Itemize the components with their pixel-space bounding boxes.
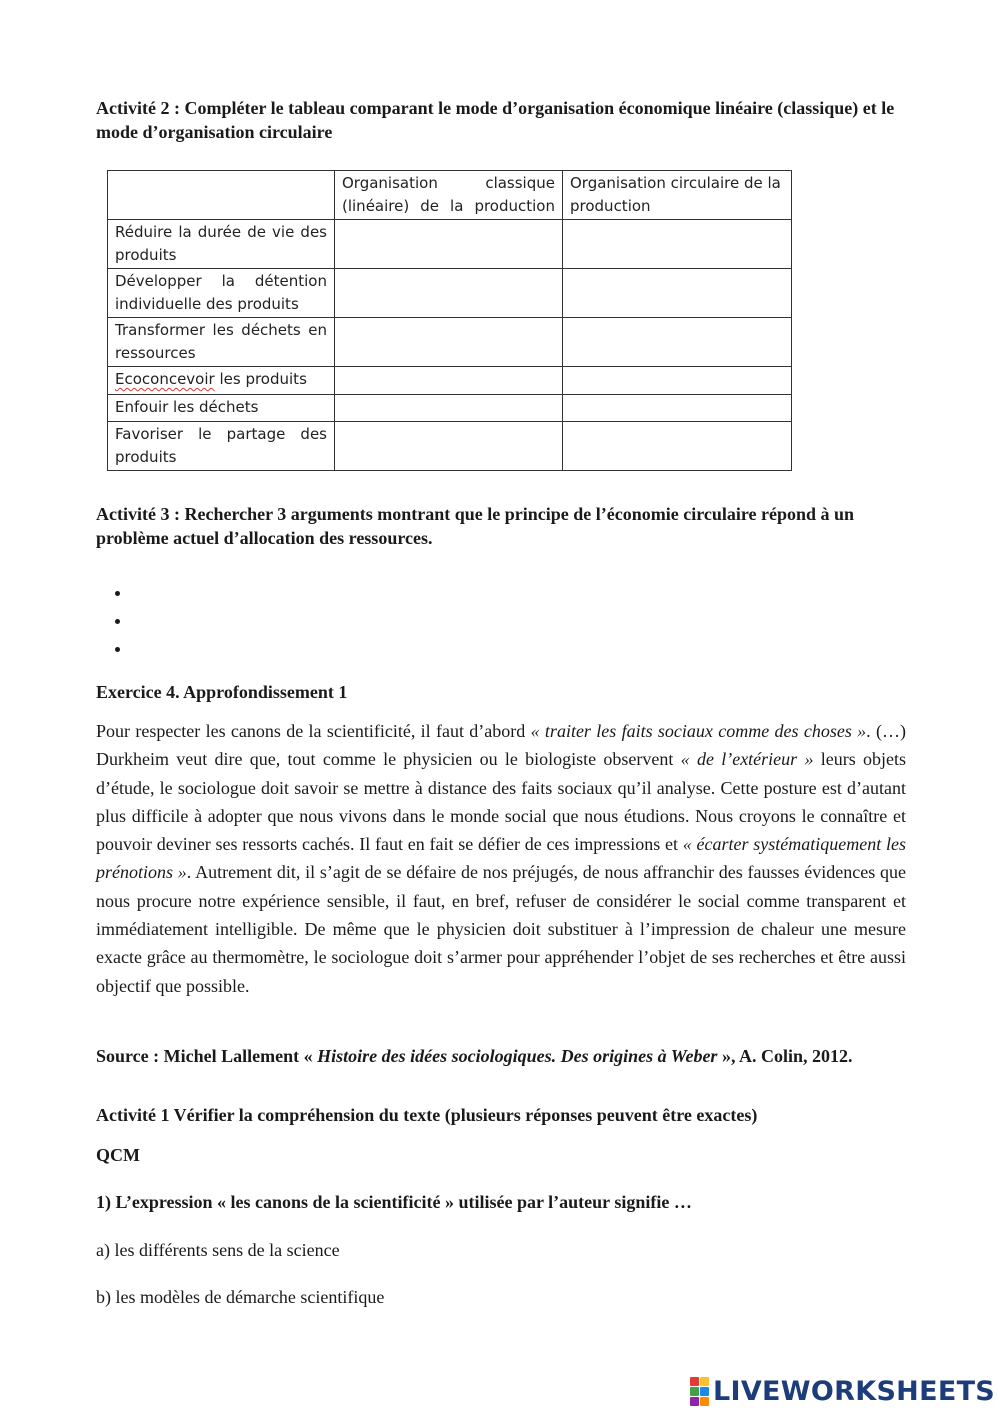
row-label: Enfouir les déchets <box>108 395 335 422</box>
column-header-linear-line <box>342 172 555 218</box>
answer-cell[interactable] <box>335 367 563 395</box>
quote: « traiter les faits sociaux comme des choses » <box>530 721 867 741</box>
text-segment: . Autrement dit, il s’agit de se défaire de nos préjugés, de nous affranchir des fausses évidences que nous procure notre expérience sensible, il faut, en bref, refuser de considérer le social comme transparent et immédiatement intelligible. De même que le physicien doit substituer à l’impression de chaleur une mesure exacte grâce au thermomètre, le sociologue doit s’armer pour appréhender l’objet de ses recherches et être aussi objectif que possible. <box>96 862 906 996</box>
logo-text: LIVEWORKSHEETS <box>713 1375 996 1407</box>
answer-cell[interactable] <box>563 367 792 395</box>
row-label-rest: les produits <box>214 370 307 388</box>
qcm-label: QCM <box>96 1145 140 1165</box>
exercise4-heading: Exercice 4. Approfondissement 1 <box>96 682 348 702</box>
row-label: Développer la détention individuelle des produits <box>108 269 335 318</box>
answer-cell[interactable] <box>335 318 563 367</box>
answer-cell[interactable] <box>563 395 792 422</box>
table-corner-cell <box>108 171 335 220</box>
row-label: Réduire la durée de vie des produits <box>108 220 335 269</box>
logo-mark-icon <box>690 1377 709 1406</box>
source-prefix: Source : Michel Lallement « <box>96 1046 318 1066</box>
logo-square <box>700 1377 709 1386</box>
answer-cell[interactable] <box>563 269 792 318</box>
row-label <box>108 367 335 395</box>
source-citation <box>96 1044 906 1068</box>
answer-cell[interactable] <box>335 422 563 471</box>
text-segment: . (…) Durkheim veut dire que, tout comme le physicien ou le biologiste observent <box>96 721 906 770</box>
activity2-heading: Activité 2 : Compléter le tableau comparant le mode d’organisation économique linéaire (classique) et le mode d’organisation circulaire <box>96 98 895 142</box>
spellcheck-word: Ecoconcevoir <box>115 370 215 388</box>
logo-square <box>690 1377 699 1386</box>
option-b[interactable]: b) les modèles de démarche scientifique <box>96 1287 385 1307</box>
argument-list <box>96 578 132 662</box>
durkheim-paragraph <box>96 717 906 1000</box>
answer-cell[interactable] <box>563 318 792 367</box>
question-1: 1) L’expression « les canons de la scientificité » utilisée par l’auteur signifie … <box>96 1192 692 1212</box>
activity3-heading: Activité 3 : Rechercher 3 arguments montrant que le principe de l’économie circulaire répond à un problème actuel d’allocation des ressources. <box>96 504 855 548</box>
logo-square <box>690 1397 699 1406</box>
logo-square <box>690 1387 699 1396</box>
column-header-circular: Organisation circulaire de la production <box>563 171 792 220</box>
activity1-heading: Activité 1 Vérifier la compréhension du texte (plusieurs réponses peuvent être exactes) <box>96 1105 758 1125</box>
answer-cell[interactable] <box>335 220 563 269</box>
answer-cell[interactable] <box>335 269 563 318</box>
column-header-linear-text: Organisation classique (linéaire) de la production <box>342 174 555 215</box>
quote: « de l’extérieur » <box>680 749 814 770</box>
logo-square <box>700 1397 709 1406</box>
option-a[interactable]: a) les différents sens de la science <box>96 1240 340 1260</box>
answer-cell[interactable] <box>335 395 563 422</box>
answer-cell[interactable] <box>563 220 792 269</box>
quote: « écarter systématiquement les prénotions » <box>96 834 906 883</box>
source-suffix: », A. Colin, 2012. <box>717 1046 853 1066</box>
source-title: Histoire des idées sociologiques. Des origines à Weber <box>317 1046 718 1066</box>
liveworksheets-logo <box>690 1374 995 1408</box>
text-segment: Pour respecter les canons de la scientificité, il faut d’abord <box>96 721 531 741</box>
text-segment: leurs objets d’étude, le sociologue doit savoir se mettre à distance des faits sociaux qu’il analyse. Cette posture est d’autant plus difficile à adopter que nous vivons dans le monde social que nous étudions. Nous croyons le connaître et pouvoir deviner ses ressorts cachés. Il faut en fait se défier de ces impressions et <box>96 749 906 855</box>
comparison-table <box>107 170 792 471</box>
logo-square <box>700 1387 709 1396</box>
answer-cell[interactable] <box>563 422 792 471</box>
column-header-linear <box>335 171 563 220</box>
row-label: Favoriser le partage des produits <box>108 422 335 471</box>
row-label: Transformer les déchets en ressources <box>108 318 335 367</box>
